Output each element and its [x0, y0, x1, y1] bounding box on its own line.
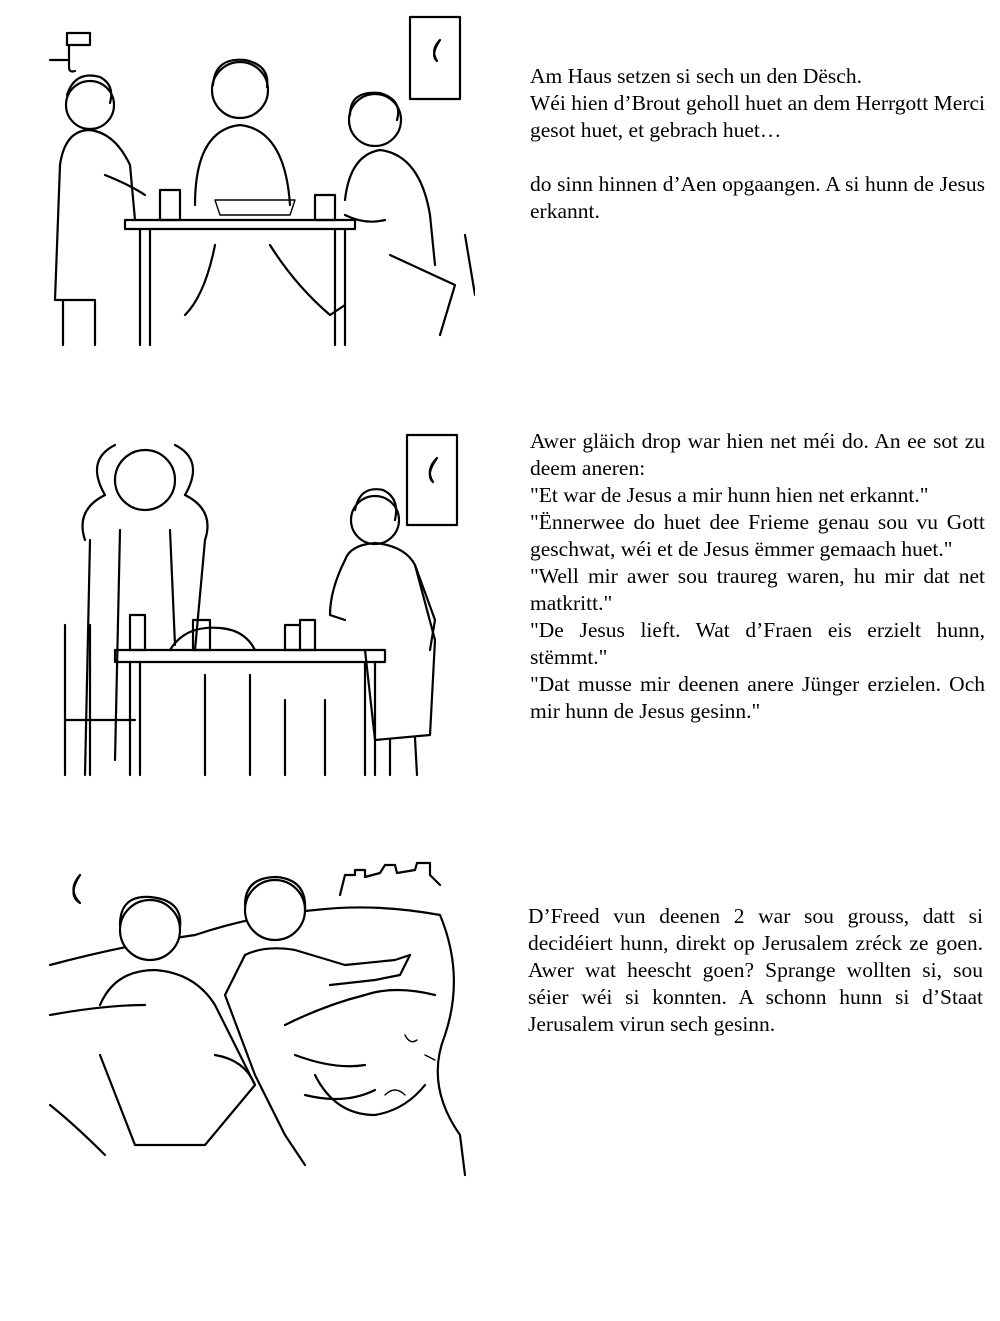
panel-2-paragraph-2: "Et war de Jesus a mir hunn hien net erkannt.": [530, 483, 929, 507]
panel-1-paragraph-3: do sinn hinnen d’Aen opgaangen. A si hunn de Jesus erkannt.: [530, 172, 985, 223]
panel-1-paragraph-2: Wéi hien d’Brout geholl huet an dem Herrgott Merci gesot huet, et gebrach huet…: [530, 91, 985, 142]
panel-3-text: [528, 903, 983, 1038]
panel-2-paragraph-1: Awer gläich drop war hien net méi do. An ee sot zu deem aneren:: [530, 429, 985, 480]
panel-2-paragraph-4: "Well mir awer sou traureg waren, hu mir dat net matkritt.": [530, 564, 985, 615]
panel-2-text: [530, 428, 985, 725]
panel-2-paragraph-3: "Ënnerwee do huet dee Frieme genau sou vu Gott geschwat, wéi et de Jesus ëmmer gemaach huet.": [530, 510, 985, 561]
illustration-running-scene: [45, 855, 475, 1195]
panel-2-paragraph-5: "De Jesus lieft. Wat d’Fraen eis erzielt hunn, stëmmt.": [530, 618, 985, 669]
panel-1-text: [530, 63, 985, 225]
panel-1-paragraph-1: Am Haus setzen si sech un den Dësch.: [530, 64, 862, 88]
panel-2-paragraph-6: "Dat musse mir deenen anere Jünger erzielen. Och mir hunn de Jesus gesinn.": [530, 672, 985, 723]
illustration-table-scene: [45, 15, 475, 355]
panel-3-paragraph-1: D’Freed vun deenen 2 war sou grouss, datt si decidéiert hunn, direkt op Jerusalem zréck ze goen. Awer wat heescht goen? Sprange wollten si, sou séier wéi si konnten. A schonn hunn si d’Staat Jerusalem virun sech gesinn.: [528, 904, 983, 1036]
illustration-empty-chair-scene: [45, 420, 475, 780]
